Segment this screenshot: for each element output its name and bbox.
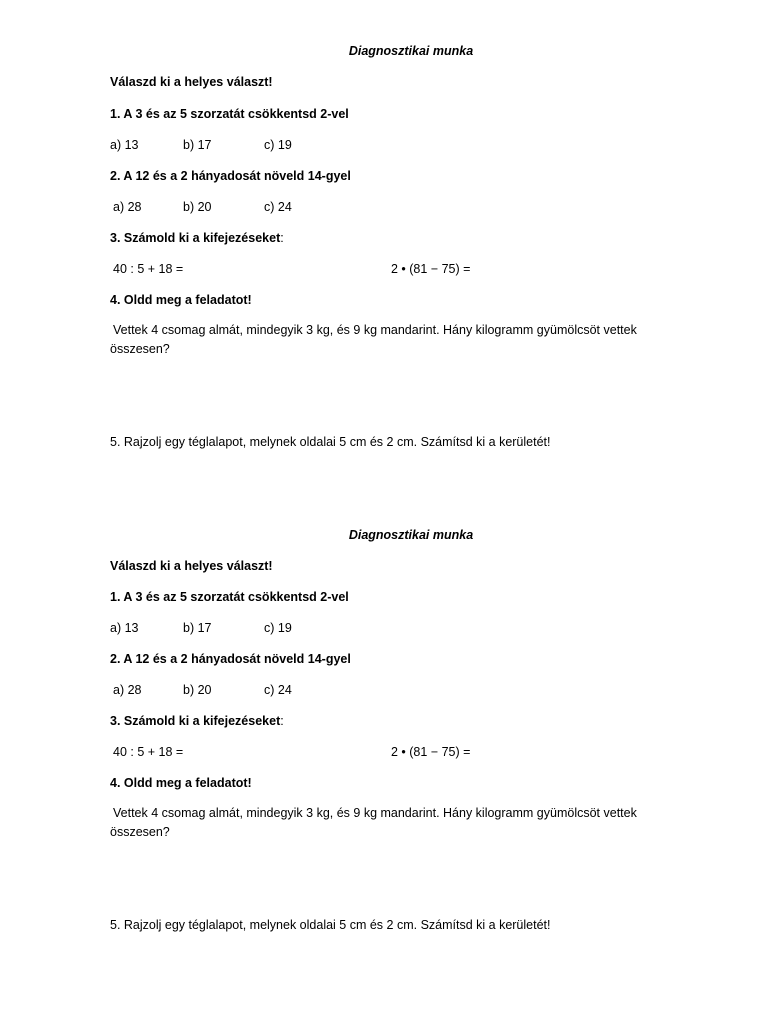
- q2-option-b: b) 20: [183, 200, 212, 214]
- q2-option-a: a) 28: [113, 683, 142, 697]
- q4-problem-text: Vettek 4 csomag almát, mindegyik 3 kg, és 9 kg mandarint. Hány kilogramm gyümölcsöt vettek összesen?: [110, 806, 637, 839]
- question-4: 4. Oldd meg a feladatot!: [110, 293, 252, 307]
- q1-option-b: b) 17: [183, 138, 212, 152]
- question-4: 4. Oldd meg a feladatot!: [110, 776, 252, 790]
- question-3: [110, 713, 284, 729]
- question-5: 5. Rajzolj egy téglalapot, melynek oldalai 5 cm és 2 cm. Számítsd ki a kerületét!: [110, 435, 551, 449]
- instruction-text: Válaszd ki a helyes választ!: [110, 75, 273, 89]
- q1-option-c: c) 19: [264, 138, 292, 152]
- q2-option-b: b) 20: [183, 683, 212, 697]
- worksheet-title: Diagnosztikai munka: [348, 528, 474, 542]
- instruction-text: Válaszd ki a helyes választ!: [110, 559, 273, 573]
- q3-expression-right: 2 • (81 − 75) =: [391, 262, 471, 276]
- q2-option-a: a) 28: [113, 200, 142, 214]
- question-2: 2. A 12 és a 2 hányadosát növeld 14-gyel: [110, 652, 351, 666]
- question-2: 2. A 12 és a 2 hányadosát növeld 14-gyel: [110, 169, 351, 183]
- question-3-colon: :: [280, 714, 284, 728]
- q2-option-c: c) 24: [264, 683, 292, 697]
- worksheet-title: Diagnosztikai munka: [348, 44, 474, 58]
- question-3-label: 3. Számold ki a kifejezéseket: [110, 714, 281, 728]
- q3-expression-left: 40 : 5 + 18 =: [113, 262, 184, 276]
- question-5: 5. Rajzolj egy téglalapot, melynek oldalai 5 cm és 2 cm. Számítsd ki a kerületét!: [110, 918, 551, 932]
- question-3-label: 3. Számold ki a kifejezéseket: [110, 231, 281, 245]
- question-3: [110, 230, 284, 246]
- q1-option-a: a) 13: [110, 621, 139, 635]
- q1-option-b: b) 17: [183, 621, 212, 635]
- question-1: 1. A 3 és az 5 szorzatát csökkentsd 2-vel: [110, 590, 349, 604]
- q3-expression-right: 2 • (81 − 75) =: [391, 745, 471, 759]
- q1-option-c: c) 19: [264, 621, 292, 635]
- q2-option-c: c) 24: [264, 200, 292, 214]
- question-1: 1. A 3 és az 5 szorzatát csökkentsd 2-vel: [110, 107, 349, 121]
- q4-problem-text: Vettek 4 csomag almát, mindegyik 3 kg, és 9 kg mandarint. Hány kilogramm gyümölcsöt vettek összesen?: [110, 323, 637, 356]
- question-3-colon: :: [280, 231, 284, 245]
- q3-expression-left: 40 : 5 + 18 =: [113, 745, 184, 759]
- q1-option-a: a) 13: [110, 138, 139, 152]
